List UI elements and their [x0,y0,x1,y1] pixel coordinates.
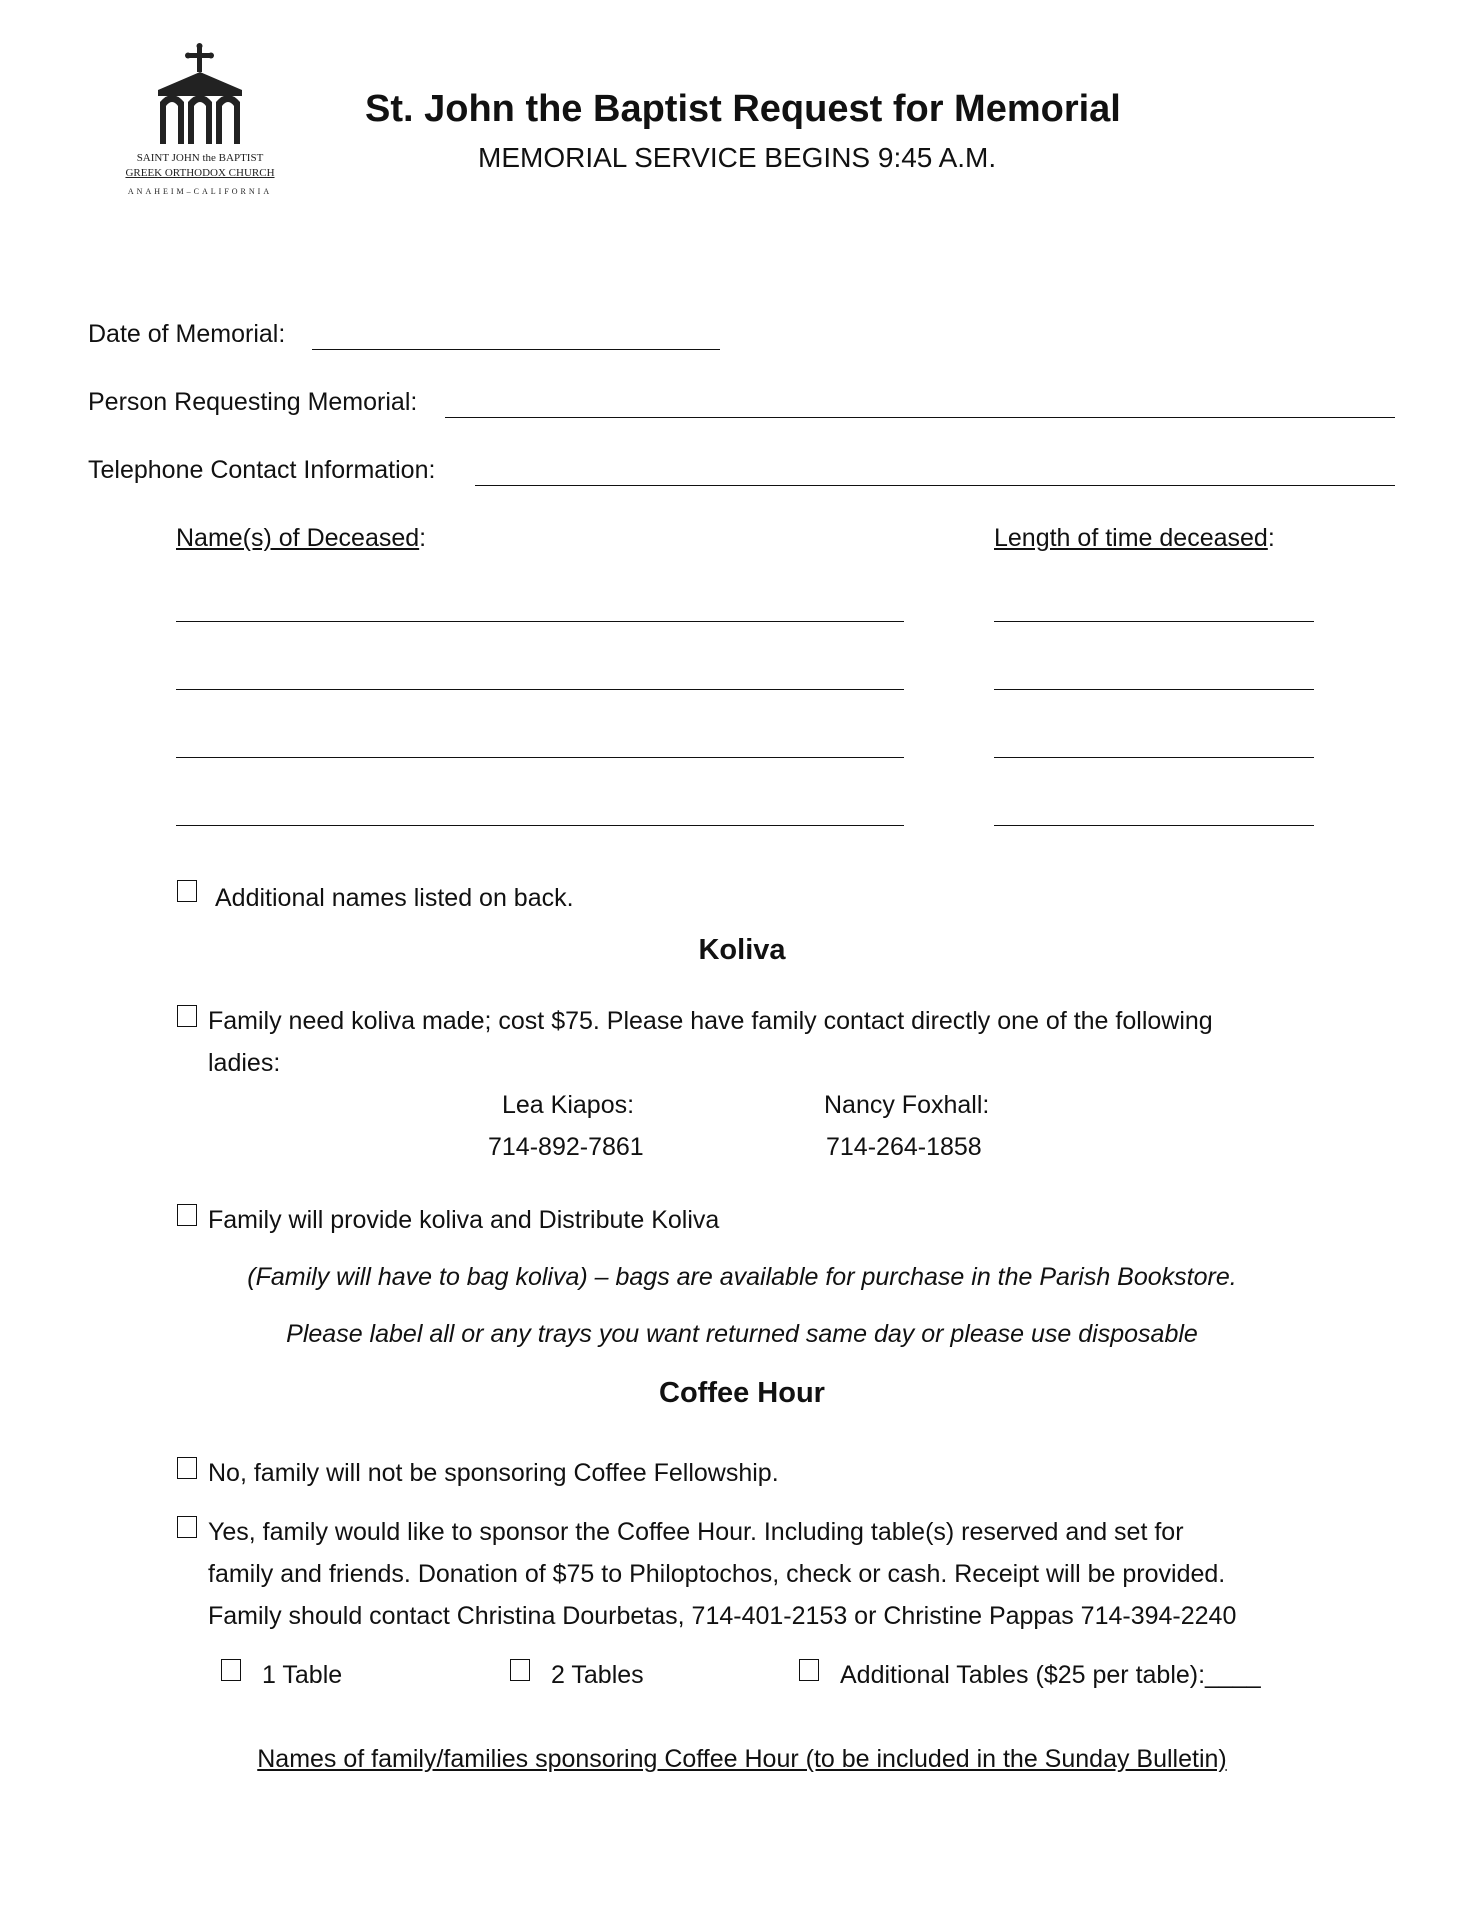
koliva-made-label-line2: ladies: [208,1049,281,1077]
additional-tables-checkbox[interactable] [799,1659,819,1681]
contact-phone-1: 714-892-7861 [488,1133,644,1161]
phone-field[interactable] [475,485,1395,486]
koliva-provide-checkbox[interactable] [177,1204,197,1226]
deceased-length-field-3[interactable] [994,757,1314,758]
page-title: St. John the Baptist Request for Memorial [365,88,1121,130]
additional-names-label: Additional names listed on back. [215,884,574,912]
date-label: Date of Memorial: [88,320,286,348]
coffee-yes-label-line2: family and friends. Donation of $75 to Philoptochos, check or cash. Receipt will be provided. [208,1560,1226,1588]
deceased-name-field-1[interactable] [176,621,904,622]
contact-phone-2: 714-264-1858 [826,1133,982,1161]
deceased-name-field-4[interactable] [176,825,904,826]
deceased-length-field-1[interactable] [994,621,1314,622]
phone-label: Telephone Contact Information: [88,456,436,484]
deceased-names-header: Name(s) of Deceased [176,524,420,552]
koliva-heading: Koliva [698,934,786,966]
deceased-name-field-2[interactable] [176,689,904,690]
coffee-yes-label-line1: Yes, family would like to sponsor the Coffee Hour. Including table(s) reserved and set for [208,1518,1184,1546]
koliva-note-2: Please label all or any trays you want returned same day or please use disposable [286,1320,1198,1348]
koliva-made-label-line1: Family need koliva made; cost $75. Please have family contact directly one of the following [208,1007,1213,1035]
two-tables-checkbox[interactable] [510,1659,530,1681]
date-field[interactable] [312,349,720,350]
deceased-names-heading [176,524,426,553]
deceased-length-heading [994,524,1275,553]
church-arches-icon [150,42,250,147]
coffee-no-label: No, family will not be sponsoring Coffee Fellowship. [208,1459,779,1487]
logo-text-line2: GREEK ORTHODOX CHURCH [125,167,275,179]
deceased-name-field-3[interactable] [176,757,904,758]
two-tables-label: 2 Tables [551,1661,644,1689]
deceased-length-field-4[interactable] [994,825,1314,826]
one-table-label: 1 Table [262,1661,343,1689]
contact-name-1: Lea Kiapos: [502,1091,635,1119]
one-table-checkbox[interactable] [221,1659,241,1681]
contact-name-2: Nancy Foxhall: [824,1091,990,1119]
deceased-length-field-2[interactable] [994,689,1314,690]
additional-tables-label: Additional Tables ($25 per table):____ [840,1661,1261,1689]
logo-text-line1: SAINT JOHN the BAPTIST [136,152,264,164]
additional-names-checkbox[interactable] [177,880,197,902]
person-field[interactable] [445,417,1395,418]
colon: : [1267,524,1275,552]
colon: : [419,524,427,552]
page-subtitle: MEMORIAL SERVICE BEGINS 9:45 A.M. [478,142,997,173]
church-logo [100,42,320,212]
deceased-length-header: Length of time deceased [994,524,1268,552]
koliva-provide-label: Family will provide koliva and Distribute Koliva [208,1206,720,1234]
coffee-yes-label-line3: Family should contact Christina Dourbetas, 714-401-2153 or Christine Pappas 714-394-2240 [208,1602,1237,1630]
coffee-hour-heading: Coffee Hour [659,1377,825,1409]
coffee-yes-checkbox[interactable] [177,1516,197,1538]
koliva-made-checkbox[interactable] [177,1005,197,1027]
person-label: Person Requesting Memorial: [88,388,418,416]
koliva-note-1: (Family will have to bag koliva) – bags are available for purchase in the Parish Bookstore. [247,1263,1237,1291]
coffee-no-checkbox[interactable] [177,1457,197,1479]
logo-text-line3: ANAHEIM–CALIFORNIA [127,187,273,196]
sponsor-names-label: Names of family/families sponsoring Coffee Hour (to be included in the Sunday Bulletin) [257,1745,1227,1773]
